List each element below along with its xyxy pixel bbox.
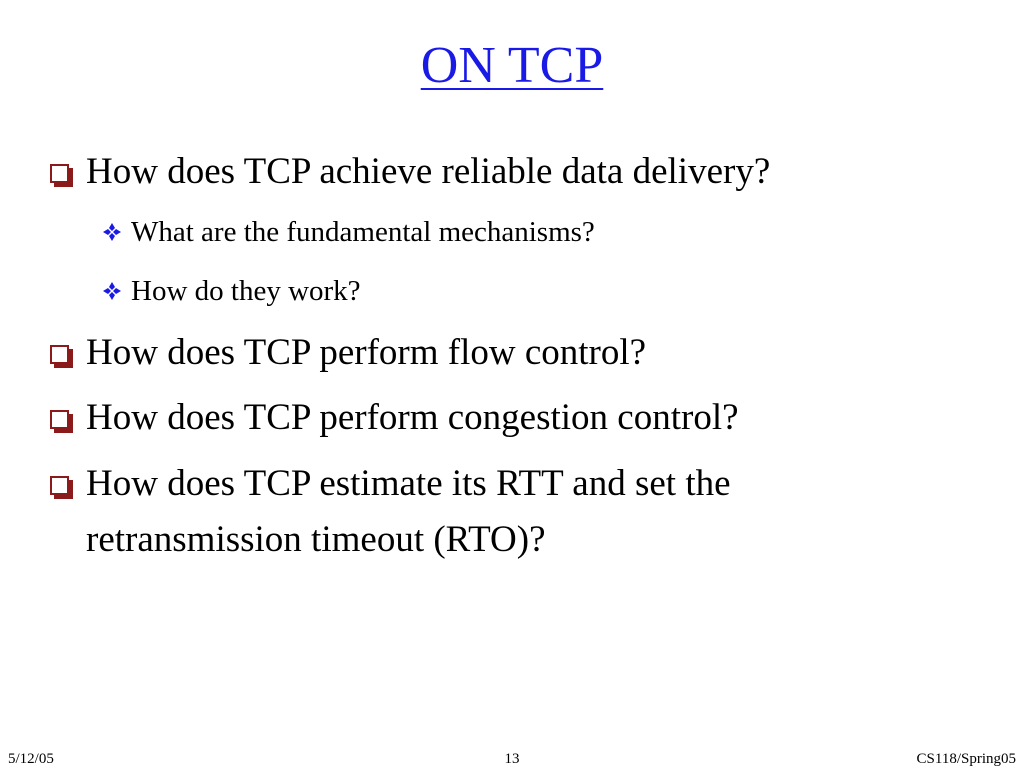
- bullet-text: How does TCP perform flow control?: [86, 332, 647, 373]
- square-bullet-icon: [50, 345, 69, 364]
- footer-date: 5/12/05: [8, 751, 54, 767]
- bullet-item: [86, 325, 646, 381]
- bullet-item: [86, 456, 906, 568]
- sub-bullet-text: How do they work?: [131, 275, 361, 307]
- bullet-text: How does TCP estimate its RTT and set the retransmission timeout (RTO)?: [86, 463, 731, 560]
- bullet-text: How does TCP perform congestion control?: [86, 397, 739, 438]
- sub-bullet-item: [131, 271, 361, 311]
- bullet-text: How does TCP achieve reliable data delivery?: [86, 151, 771, 192]
- slide-title-text: ON TCP: [420, 37, 604, 94]
- footer-course: CS118/Spring05: [916, 751, 1016, 767]
- diamond-bullet-icon: [102, 222, 122, 242]
- sub-bullet-item: [131, 212, 595, 252]
- sub-bullet-text: What are the fundamental mechanisms?: [131, 216, 595, 248]
- diamond-bullet-icon: [102, 281, 122, 301]
- bullet-item: [86, 390, 739, 446]
- footer-page-number: 13: [504, 751, 520, 767]
- square-bullet-icon: [50, 410, 69, 429]
- bullet-item: [86, 144, 770, 200]
- square-bullet-icon: [50, 476, 69, 495]
- square-bullet-icon: [50, 164, 69, 183]
